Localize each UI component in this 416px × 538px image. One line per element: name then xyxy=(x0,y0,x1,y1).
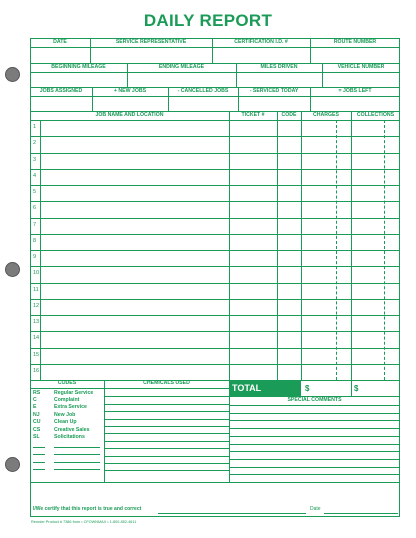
comment-line[interactable] xyxy=(229,459,400,460)
code-label: New Job xyxy=(54,412,76,418)
row-number: 6 xyxy=(33,205,37,211)
table-row-divider xyxy=(30,201,400,202)
chemicals-line[interactable] xyxy=(104,419,229,420)
row-number: 5 xyxy=(33,189,37,195)
code-abbr: C xyxy=(33,397,37,403)
code-abbr: RS xyxy=(33,390,41,396)
row-number: 14 xyxy=(33,335,40,341)
table-row-divider xyxy=(30,299,400,300)
row-number: 16 xyxy=(33,368,40,374)
binder-hole-icon xyxy=(5,67,20,82)
chemicals-line[interactable] xyxy=(104,404,229,405)
code-header: CODE xyxy=(281,112,297,118)
collections-header: COLLECTIONS xyxy=(356,112,395,118)
comment-line[interactable] xyxy=(229,451,400,452)
serviced-today-header: - SERVICED TODAY xyxy=(249,88,299,94)
row-number: 13 xyxy=(33,319,40,325)
chemicals-line[interactable] xyxy=(104,426,229,427)
service-rep-header: SERVICE REPRESENTATIVE xyxy=(115,39,187,45)
date-line[interactable] xyxy=(324,513,398,514)
chemicals-line[interactable] xyxy=(104,470,229,471)
chemicals-line[interactable] xyxy=(104,441,229,442)
job-name-header: JOB NAME AND LOCATION xyxy=(95,112,164,118)
certify-statement: I/We certify that this report is true and correct xyxy=(33,506,142,512)
row-number: 8 xyxy=(33,238,37,244)
blank-code-line[interactable] xyxy=(33,447,45,448)
comment-line[interactable] xyxy=(229,428,400,429)
code-abbr: SL xyxy=(33,434,40,440)
new-jobs-header: + NEW JOBS xyxy=(113,88,147,94)
row-number: 7 xyxy=(33,222,37,228)
codes-header: CODES xyxy=(57,380,77,386)
blank-code-line[interactable] xyxy=(33,462,45,463)
comment-line[interactable] xyxy=(229,413,400,414)
table-row-divider xyxy=(30,218,400,219)
chemicals-line[interactable] xyxy=(104,411,229,412)
binder-hole-icon xyxy=(5,457,20,472)
page-title: DAILY REPORT xyxy=(143,11,273,30)
certification-header: CERTIFICATION I.D. # xyxy=(234,39,288,45)
date-header: DATE xyxy=(53,39,67,45)
date-label: Date xyxy=(310,506,321,512)
chemicals-line[interactable] xyxy=(104,456,229,457)
table-row-divider xyxy=(30,234,400,235)
binder-hole-icon xyxy=(5,262,20,277)
signature-line[interactable] xyxy=(158,513,306,514)
chemicals-line[interactable] xyxy=(104,396,229,397)
table-row-divider xyxy=(30,169,400,170)
table-row-divider xyxy=(30,364,400,365)
jobs-left-header: = JOBS LEFT xyxy=(338,88,372,94)
table-row-divider xyxy=(30,283,400,284)
blank-code-line[interactable] xyxy=(33,469,45,470)
code-abbr: CU xyxy=(33,419,41,425)
row-number: 1 xyxy=(33,124,37,130)
table-row-divider xyxy=(30,315,400,316)
total-charges-dollar: $ xyxy=(305,384,310,393)
ending-mileage-header: ENDING MILEAGE xyxy=(158,64,205,70)
row-number: 11 xyxy=(33,287,39,293)
total-collections-dollar: $ xyxy=(354,384,359,393)
code-abbr: E xyxy=(33,404,37,410)
vehicle-number-header: VEHICLE NUMBER xyxy=(337,64,385,70)
table-row-divider xyxy=(30,348,400,349)
blank-code-line[interactable] xyxy=(54,454,100,455)
table-row-divider xyxy=(30,153,400,154)
table-row-divider xyxy=(30,331,400,332)
route-number-header: ROUTE NUMBER xyxy=(333,39,377,45)
ticket-header: TICKET # xyxy=(241,112,265,118)
code-label: Solicitations xyxy=(54,434,85,440)
total-dollars-label: TOTAL DOLLARS xyxy=(229,381,301,396)
code-label: Regular Service xyxy=(54,390,94,396)
comment-line[interactable] xyxy=(229,420,400,421)
row-number: 4 xyxy=(33,173,37,179)
row-number: 2 xyxy=(33,140,37,146)
table-row-divider xyxy=(30,136,400,137)
table-row-divider xyxy=(30,266,400,267)
chemicals-used-header: CHEMICALS USED xyxy=(143,380,190,386)
comment-line[interactable] xyxy=(229,444,400,445)
blank-code-line[interactable] xyxy=(54,469,100,470)
form-border xyxy=(30,38,400,517)
code-label: Clean Up xyxy=(54,419,77,425)
chemicals-line[interactable] xyxy=(104,448,229,449)
reorder-footer: Reorder Product # 7386 from • CFOWNMAX • 1-800-852-4611 xyxy=(31,520,137,524)
table-row-divider xyxy=(30,250,400,251)
blank-code-line[interactable] xyxy=(33,454,45,455)
code-label: Creative Sales xyxy=(54,427,90,433)
special-comments-header: SPECIAL COMMENTS xyxy=(287,397,342,403)
code-abbr: NJ xyxy=(33,412,40,418)
blank-code-line[interactable] xyxy=(54,462,100,463)
row-number: 10 xyxy=(33,270,40,276)
row-number: 9 xyxy=(33,254,37,260)
blank-code-line[interactable] xyxy=(54,447,100,448)
row-number: 12 xyxy=(33,303,40,309)
chemicals-line[interactable] xyxy=(104,463,229,464)
table-row-divider xyxy=(30,185,400,186)
code-label: Extra Service xyxy=(54,404,87,410)
miles-driven-header: MILES DRIVEN xyxy=(260,64,298,70)
row-number: 3 xyxy=(33,157,37,163)
jobs-assigned-header: JOBS ASSIGNED xyxy=(39,88,83,94)
comment-line[interactable] xyxy=(229,474,400,475)
code-label: Complaint xyxy=(54,397,80,403)
charges-header: CHARGES xyxy=(313,112,339,118)
comment-line[interactable] xyxy=(229,436,400,437)
beginning-mileage-header: BEGINNING MILEAGE xyxy=(51,64,106,70)
code-abbr: CS xyxy=(33,427,41,433)
row-number: 15 xyxy=(33,352,40,358)
chemicals-line[interactable] xyxy=(104,433,229,434)
comment-line[interactable] xyxy=(229,467,400,468)
cancelled-jobs-header: - CANCELLED JOBS xyxy=(177,88,229,94)
